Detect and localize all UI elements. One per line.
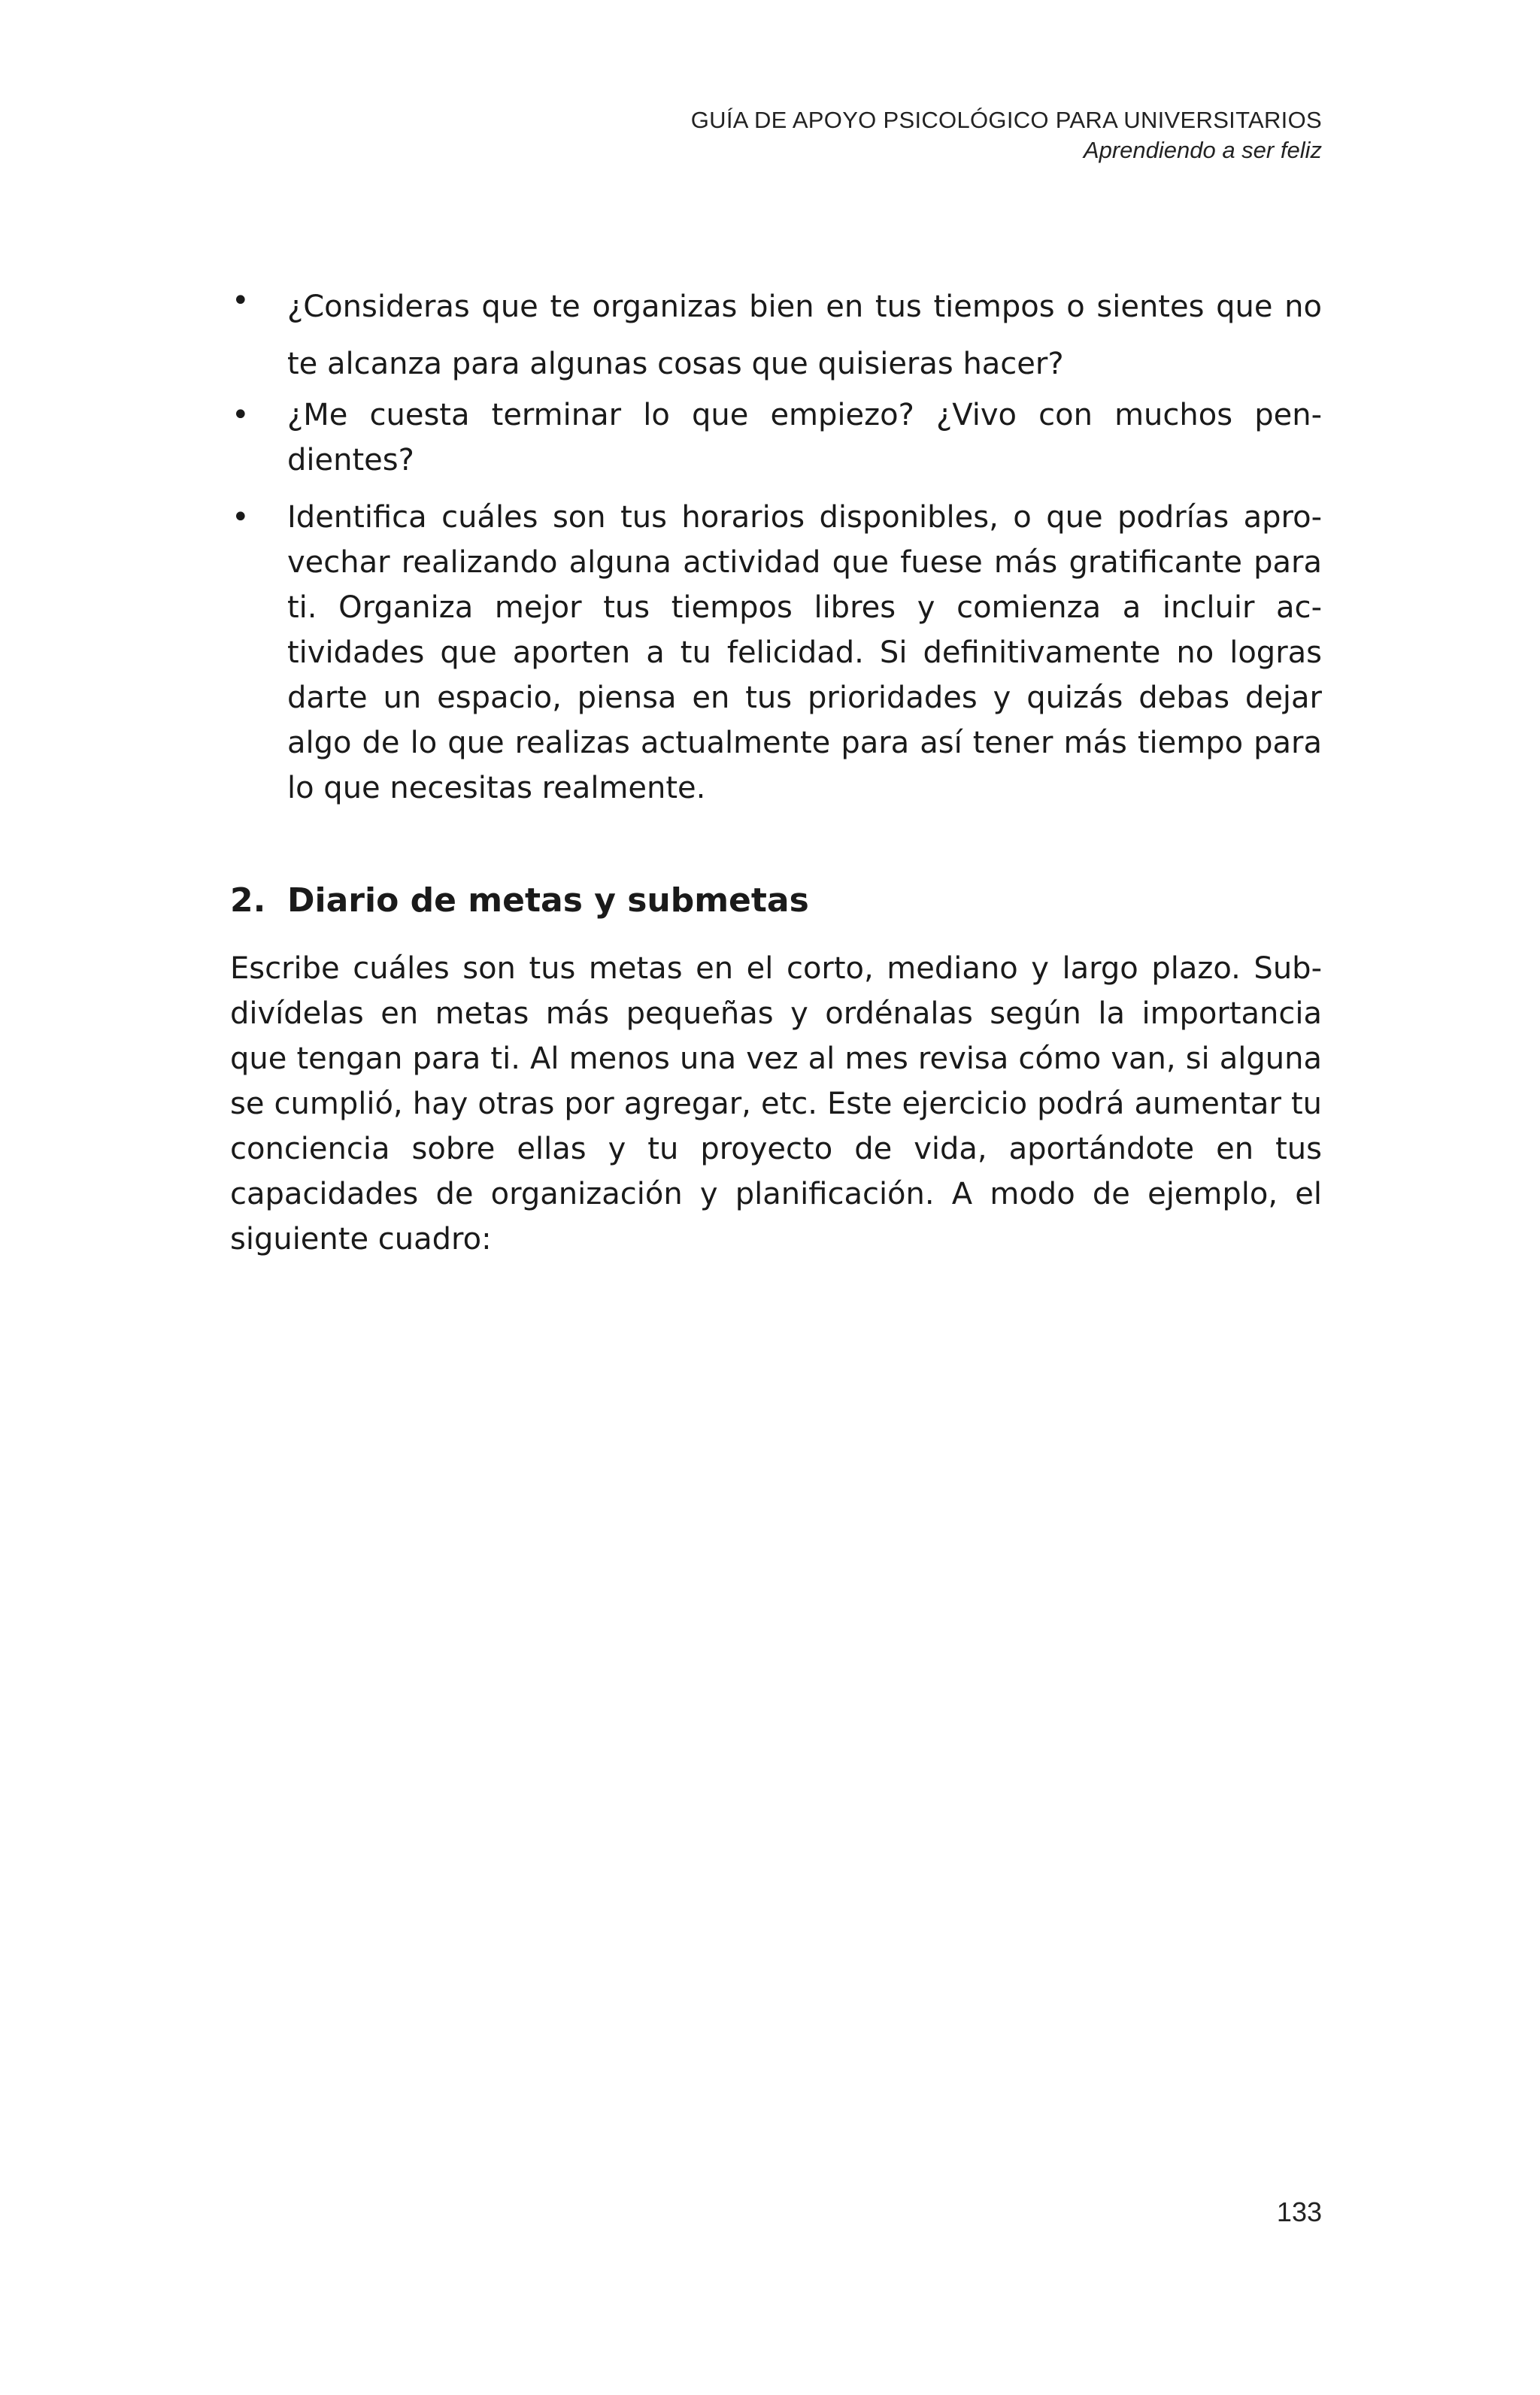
- list-item-text: Identifica cuáles son tus horarios disponibles, o que podrías aprovechar realizando alguna actividad que fuese más gratificante para ti. Organiza mejor tus tiempos libres y comienza a incluir actividades que aporten a tu felicidad. Si definitivamente no logras darte un espacio, piensa en tus prioridades y quizás debas dejar algo de lo que realizas actualmente para así tener más tiempo para lo que necesitas realmente.: [287, 500, 1322, 805]
- page-number: 133: [1276, 2196, 1322, 2227]
- list-item: [230, 495, 1322, 811]
- bullet-icon: •: [232, 398, 250, 432]
- running-header: [691, 105, 1322, 165]
- book-title: GUÍA DE APOYO PSICOLÓGICO PARA UNIVERSITARIOS: [690, 107, 1322, 133]
- list-item: [230, 393, 1322, 483]
- section-number: 2.: [230, 881, 266, 920]
- bullet-icon: •: [232, 500, 250, 535]
- list-item-text: ¿Me cuesta terminar lo que empiezo? ¿Vivo con muchos pendientes?: [287, 398, 1322, 477]
- section-heading: [230, 878, 1322, 923]
- reflection-question-list: [230, 278, 1322, 811]
- section-title: Diario de metas y submetas: [287, 881, 809, 920]
- list-item: [230, 278, 1322, 393]
- list-item-text: ¿Consideras que te organizas bien en tus tiempos o sientes que no te alcanza para algunas cosas que quisieras hacer?: [287, 290, 1322, 381]
- book-subtitle: Aprendiendo a ser feliz: [1083, 137, 1322, 163]
- bullet-icon: •: [232, 283, 250, 318]
- section-paragraph: Escribe cuáles son tus metas en el corto, mediano y largo plazo. Subdivídelas en metas más pequeñas y ordénalas según la importancia que tengan para ti. Al menos una vez al mes revisa cómo van, si alguna se cumplió, hay otras por agregar, etc. Este ejercicio podrá aumentar tu conciencia sobre ellas y tu proyecto de vida, aportándote en tus capacidades de organización y planificación. A modo de ejemplo, el siguiente cuadro:: [230, 951, 1322, 1257]
- page-content: [230, 278, 1322, 1262]
